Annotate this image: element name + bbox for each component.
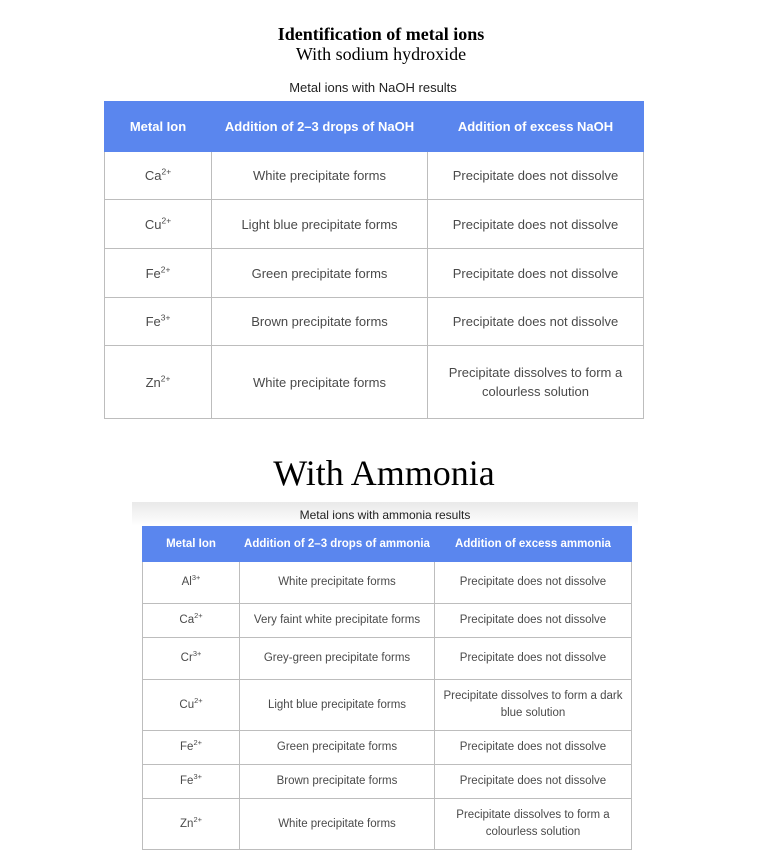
table-row <box>143 680 632 731</box>
header-few-drops: Addition of 2–3 drops of NaOH <box>212 102 428 152</box>
ion-charge: 2+ <box>161 215 172 226</box>
document-title: Identification of metal ions <box>277 24 485 44</box>
ion-symbol: Fe <box>180 741 194 753</box>
excess-result: Precipitate does not dissolve <box>428 152 644 200</box>
ion-charge: 3+ <box>160 312 171 323</box>
few-drops-result: Brown precipitate forms <box>240 765 435 799</box>
ion-charge: 3+ <box>191 573 201 583</box>
ion-charge: 2+ <box>160 373 171 384</box>
few-drops-result: Light blue precipitate forms <box>240 680 435 731</box>
naoh-table-caption: Metal ions with NaOH results <box>289 80 457 95</box>
header-metal-ion: Metal Ion <box>143 527 240 562</box>
excess-result: Precipitate does not dissolve <box>428 249 644 298</box>
table-row <box>105 298 644 346</box>
excess-result: Precipitate does not dissolve <box>435 604 632 638</box>
naoh-results-table <box>104 101 644 419</box>
ammonia-results-table <box>142 526 632 850</box>
metal-ion-cell <box>105 249 212 298</box>
metal-ion-cell <box>143 638 240 680</box>
metal-ion-cell <box>105 200 212 249</box>
few-drops-result: White precipitate forms <box>240 562 435 604</box>
table-row <box>105 346 644 419</box>
few-drops-result: White precipitate forms <box>212 346 428 419</box>
metal-ion-cell <box>105 346 212 419</box>
ion-symbol: Al <box>181 576 192 588</box>
few-drops-result: White precipitate forms <box>212 152 428 200</box>
document-subtitle: With sodium hydroxide <box>295 44 467 64</box>
few-drops-result: Green precipitate forms <box>212 249 428 298</box>
ion-symbol: Cu <box>179 698 195 711</box>
table-header-row <box>105 102 644 152</box>
table-row <box>105 249 644 298</box>
few-drops-result: Green precipitate forms <box>240 731 435 765</box>
table-row <box>143 731 632 765</box>
table-row <box>143 638 632 680</box>
excess-result: Precipitate does not dissolve <box>435 731 632 765</box>
ion-symbol: Fe <box>145 265 161 281</box>
ion-symbol: Cu <box>144 216 162 232</box>
excess-result: Precipitate dissolves to form a colourless solution <box>428 346 644 419</box>
ion-symbol: Ca <box>144 168 162 183</box>
excess-result: Precipitate does not dissolve <box>435 638 632 680</box>
ion-symbol: Fe <box>180 775 194 787</box>
table-row <box>105 152 644 200</box>
ion-charge: 2+ <box>194 695 203 705</box>
header-excess: Addition of excess NaOH <box>428 102 644 152</box>
ion-charge: 2+ <box>160 264 171 275</box>
ion-charge: 3+ <box>192 649 202 659</box>
few-drops-result: Light blue precipitate forms <box>212 200 428 249</box>
excess-result: Precipitate does not dissolve <box>428 298 644 346</box>
few-drops-result: Grey-green precipitate forms <box>240 638 435 680</box>
ion-symbol: Zn <box>145 374 161 390</box>
metal-ion-cell <box>143 765 240 799</box>
ion-charge: 2+ <box>193 814 202 824</box>
metal-ion-cell <box>143 604 240 638</box>
metal-ion-cell <box>143 680 240 731</box>
excess-result: Precipitate does not dissolve <box>428 200 644 249</box>
ion-symbol: Cr <box>180 652 193 664</box>
ion-symbol: Fe <box>145 314 161 329</box>
ammonia-section-heading: With Ammonia <box>273 453 495 493</box>
excess-result: Precipitate does not dissolve <box>435 765 632 799</box>
table-row <box>105 200 644 249</box>
few-drops-result: White precipitate forms <box>240 799 435 850</box>
ion-symbol: Zn <box>180 817 194 830</box>
header-metal-ion: Metal Ion <box>105 102 212 152</box>
ion-charge: 3+ <box>193 772 202 782</box>
ion-charge: 2+ <box>161 166 172 177</box>
table-row <box>143 799 632 850</box>
excess-result: Precipitate dissolves to form a dark blue solution <box>435 680 632 731</box>
few-drops-result: Very faint white precipitate forms <box>240 604 435 638</box>
excess-result: Precipitate does not dissolve <box>435 562 632 604</box>
ion-charge: 2+ <box>194 611 203 621</box>
header-excess: Addition of excess ammonia <box>435 527 632 562</box>
metal-ion-cell <box>143 731 240 765</box>
ammonia-table-caption: Metal ions with ammonia results <box>132 502 638 526</box>
few-drops-result: Brown precipitate forms <box>212 298 428 346</box>
excess-result: Precipitate dissolves to form a colourless solution <box>435 799 632 850</box>
ion-symbol: Ca <box>179 614 195 626</box>
metal-ion-cell <box>143 799 240 850</box>
table-row <box>143 562 632 604</box>
ion-charge: 2+ <box>193 738 202 748</box>
metal-ion-cell <box>105 298 212 346</box>
table-header-row <box>143 527 632 562</box>
table-row <box>143 765 632 799</box>
header-few-drops: Addition of 2–3 drops of ammonia <box>240 527 435 562</box>
table-row <box>143 604 632 638</box>
metal-ion-cell <box>143 562 240 604</box>
metal-ion-cell <box>105 152 212 200</box>
